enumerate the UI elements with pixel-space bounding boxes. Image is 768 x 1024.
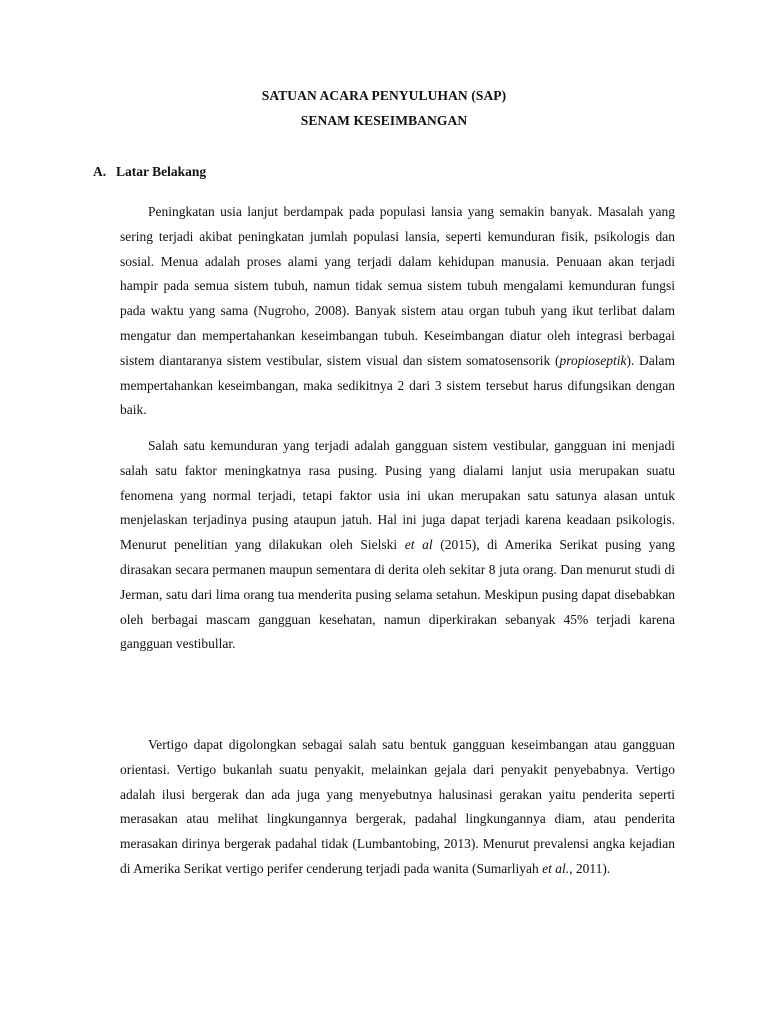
paragraph-2: [120, 434, 675, 657]
paragraph-1-text-b: ). Dalam mempertahankan keseimbangan, maka sedikitnya 2 dari 3 sistem tersebut harus difungsikan dengan baik.: [120, 352, 675, 418]
paragraph-2-text-a: Salah satu kemunduran yang terjadi adalah gangguan sistem vestibular, gangguan ini menjadi salah satu faktor meningkatnya rasa pusing. Pusing yang dialami lanjut usia merupakan suatu fenomena yang normal terjadi, tetapi faktor usia ini ukan merupakan satu satunya alasan untuk menjelaskan terjadinya pusing ataupun jatuh. Hal ini juga dapat terjadi karena keadaan psikologis. Menurut penelitian yang dilakukan oleh Sielski: [120, 438, 675, 553]
document-subtitle: SENAM KESEIMBANGAN: [300, 113, 468, 128]
document-title: SATUAN ACARA PENYULUHAN (SAP): [261, 88, 507, 103]
section-heading-text: Latar Belakang: [116, 164, 207, 179]
paragraph-3: [120, 733, 675, 882]
paragraph-3-text-a: Vertigo dapat digolongkan sebagai salah satu bentuk gangguan keseimbangan atau gangguan orientasi. Vertigo bukanlah suatu penyakit, melainkan gejala dari penyakit penyebabnya. Vertigo adalah ilusi bergerak dan ada juga yang menyebutnya halusinasi gerakan yaitu penderita seperti merasakan atau melihat lingkungannya bergerak, padahal lingkungannya diam, atau penderita merasakan dirinya bergerak padahal tidak (Lumbantobing, 2013). Menurut prevalensi angka kejadian di Amerika Serikat vertigo perifer cenderung terjadi pada wanita (Sumarliyah: [120, 737, 675, 876]
section-marker: A.: [93, 164, 107, 179]
paragraph-1-text-a: Peningkatan usia lanjut berdampak pada populasi lansia yang semakin banyak. Masalah yang sering terjadi akibat peningkatan jumlah populasi lansia, seperti kemunduran fisik, psikologis dan sosial. Menua adalah proses alami yang terjadi dalam kehidupan manusia. Penuaan akan terjadi hampir pada semua sistem tubuh, namun tidak semua sistem tubuh mengalami kemunduran fungsi pada waktu yang sama (Nugroho, 2008). Banyak sistem atau organ tubuh yang ikut terlibat dalam mengatur dan mempertahankan keseimbangan tubuh. Keseimbangan diatur oleh integrasi berbagai sistem diantaranya sistem vestibular, sistem visual dan sistem somatosensorik (: [120, 204, 675, 368]
paragraph-3-italic: et al.,: [542, 860, 573, 876]
paragraph-2-text-b: (2015), di Amerika Serikat pusing yang dirasakan secara permanen maupun sementara di derita oleh sekitar 8 juta orang. Dan menurut studi di Jerman, satu dari lima orang tua menderita pusing selama setahun. Meskipun pusing dapat disebabkan oleh berbagai mascam gangguan kesehatan, namun diperkirakan sebanyak 45% terjadi karena gangguan vestibullar.: [120, 537, 676, 652]
paragraph-1-italic: propioseptik: [559, 352, 627, 368]
paragraph-2-italic: et al: [404, 537, 433, 553]
paragraph-3-text-b: 2011).: [572, 860, 611, 876]
section-heading: [93, 164, 206, 180]
paragraph-1: [120, 200, 675, 423]
